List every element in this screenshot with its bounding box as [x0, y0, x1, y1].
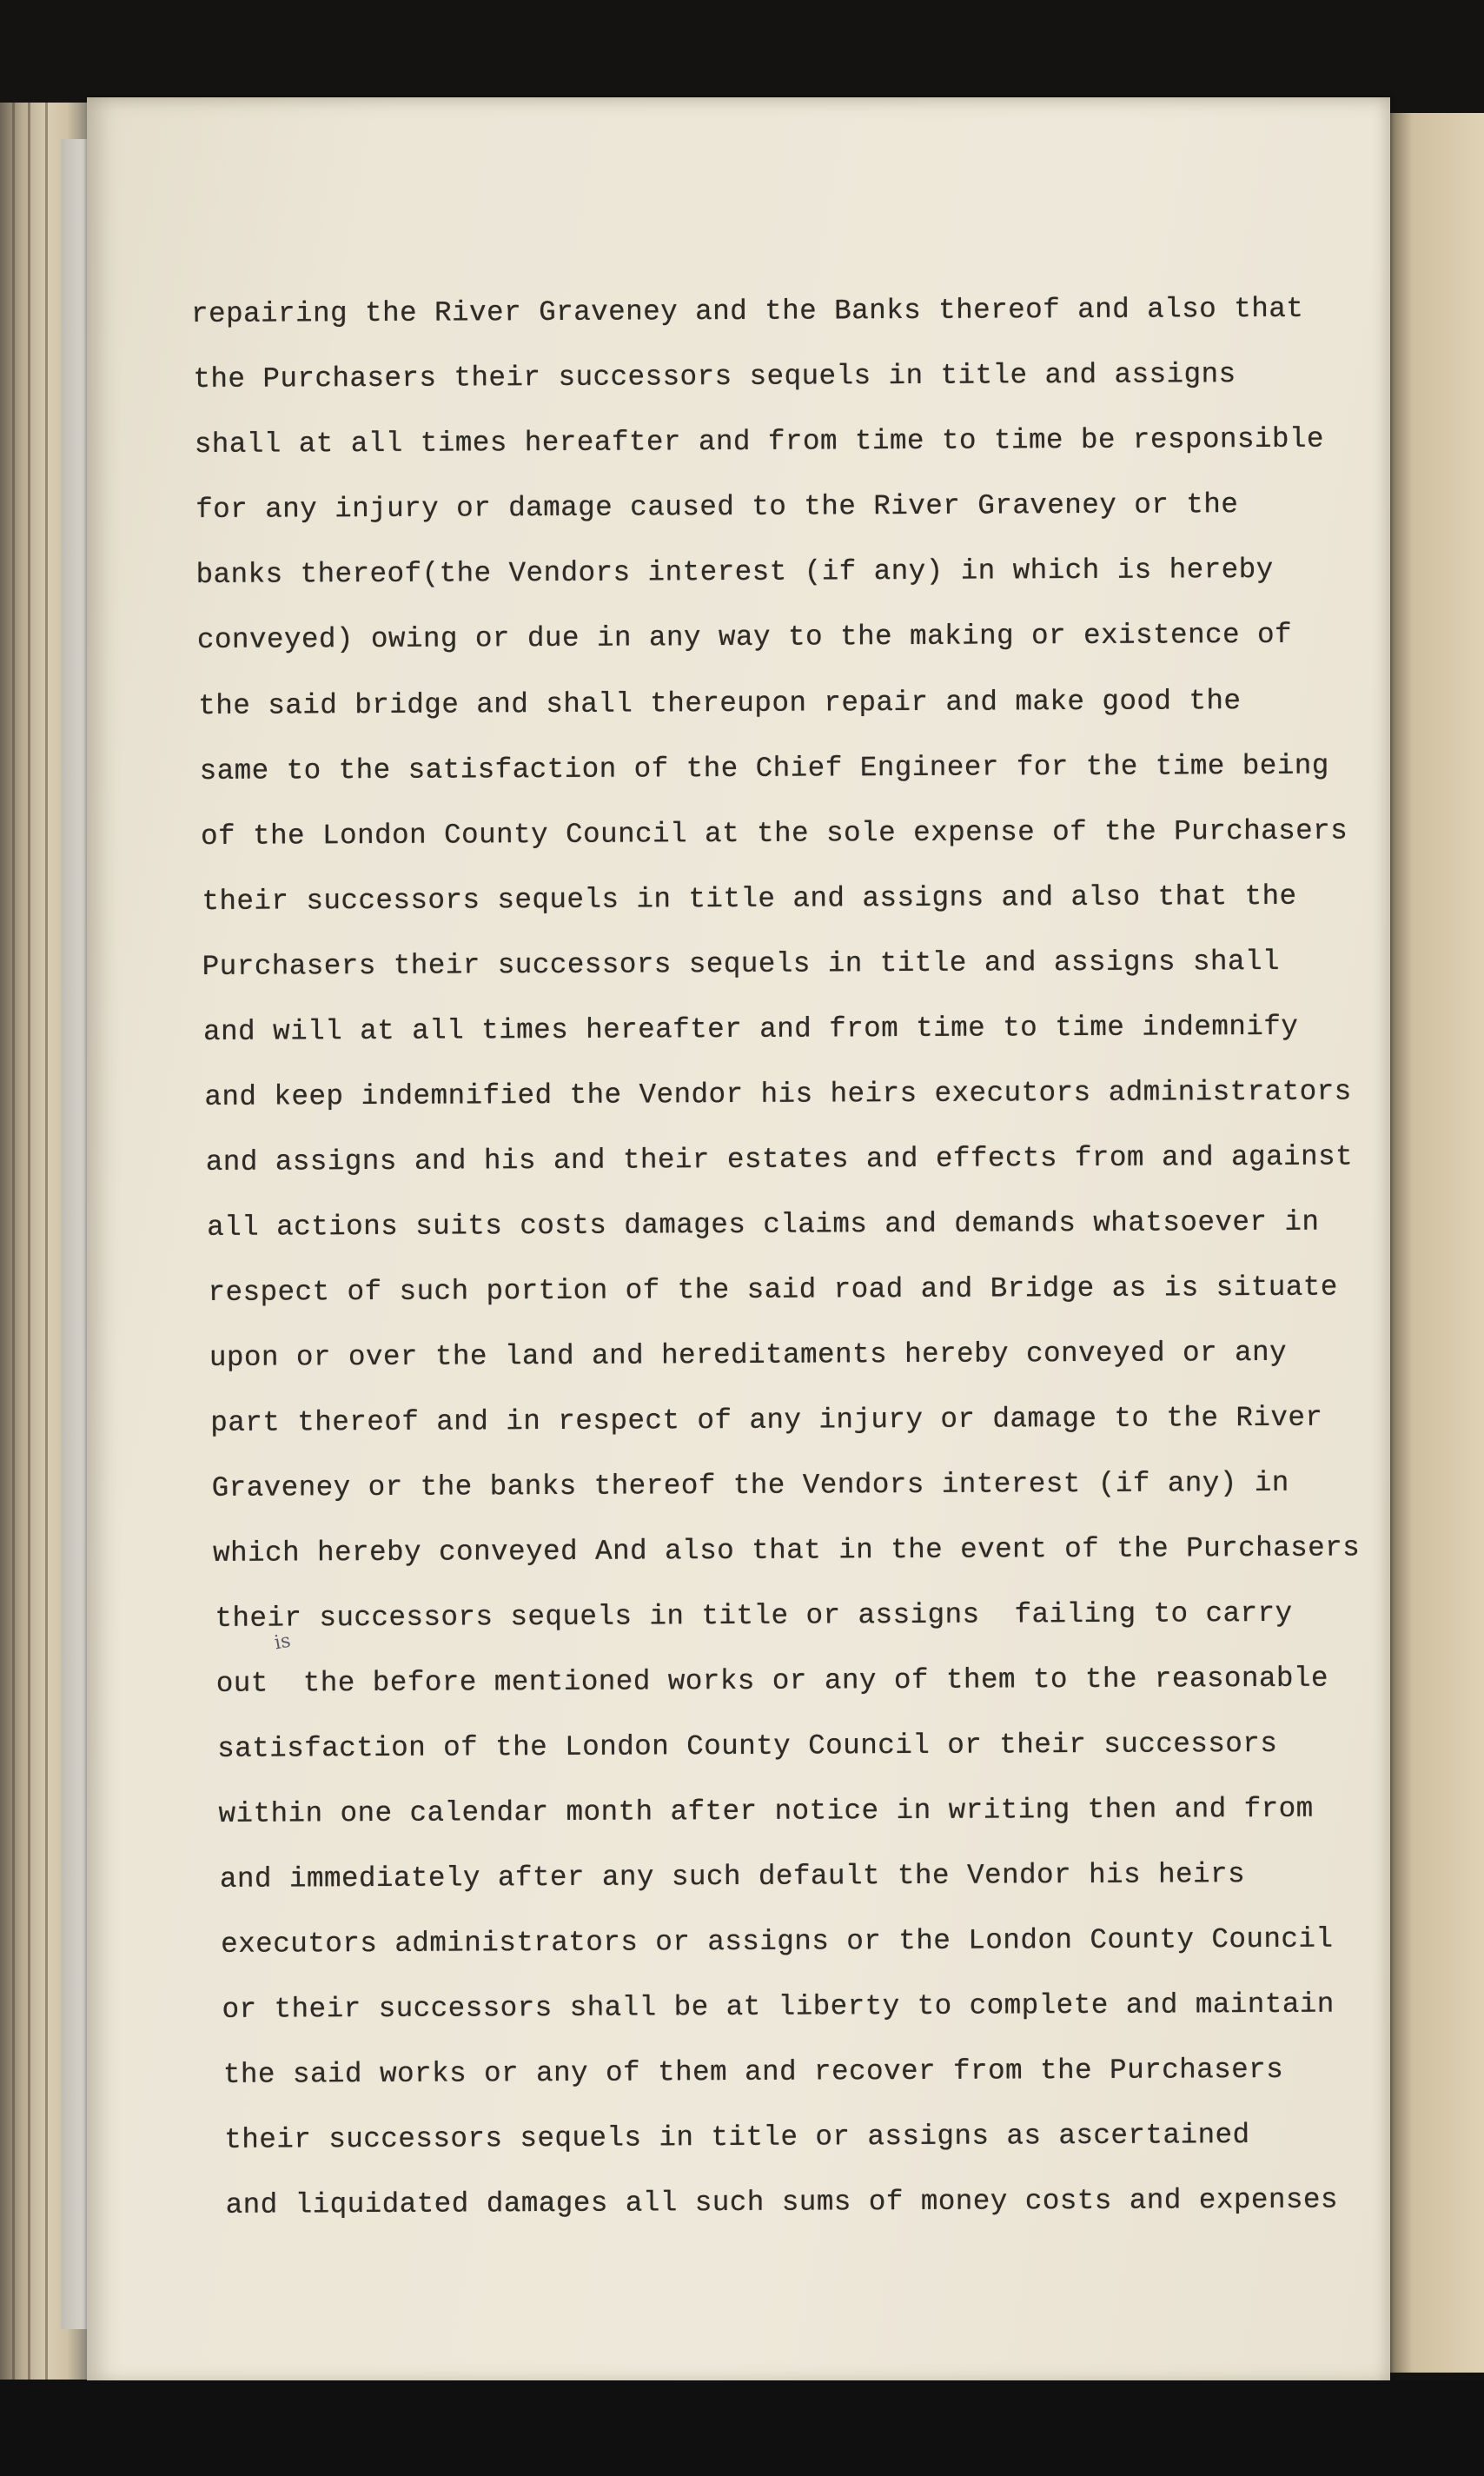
text-line: and assigns and his and their estates and effects from and against — [205, 1140, 1354, 1178]
text-line: their successors sequels in title or assigns as ascertained — [224, 2119, 1250, 2156]
text-line: and keep indemnified the Vendor his heirs executors administrators — [204, 1075, 1352, 1113]
document-page — [87, 97, 1390, 2385]
text-line: or their successors shall be at liberty to complete and maintain — [222, 1988, 1335, 2026]
text-line: same to the satisfaction of the Chief Engineer for the time being — [199, 749, 1329, 787]
text-line: Purchasers their successors sequels in title and assigns shall — [202, 945, 1281, 983]
text-line: repairing the River Graveney and the Banks thereof and also that — [191, 292, 1304, 330]
right-page-edge — [1388, 113, 1484, 2373]
background-shadow — [0, 2380, 1484, 2476]
text-line: their successors sequels in title or assigns failing to carry — [215, 1596, 1293, 1635]
text-line: all actions suits costs damages claims and demands whatsoever in — [207, 1205, 1320, 1244]
text-line: and immediately after any such default the Vendor his heirs — [219, 1858, 1246, 1895]
text-line: out the before mentioned works or any of them to the reasonable — [215, 1662, 1329, 1700]
text-line: for any injury or damage caused to the River Graveney or the — [195, 488, 1239, 526]
text-line: part thereof and in respect of any injury or damage to the River — [210, 1401, 1323, 1439]
text-line: banks thereof(the Vendors interest (if any) in which is hereby — [195, 553, 1274, 591]
handwritten-insertion: is — [272, 1630, 293, 1655]
text-line: of the London County Council at the sole expense of the Purchasers — [200, 814, 1348, 853]
text-line: Graveney or the banks thereof the Vendors interest (if any) in — [211, 1466, 1289, 1504]
page-edge — [28, 103, 30, 2380]
text-line: respect of such portion of the said road and Bridge as is situate — [208, 1271, 1338, 1309]
text-line: upon or over the land and hereditaments hereby conveyed or any — [209, 1336, 1288, 1374]
text-line: the said bridge and shall thereupon repair and make good the — [198, 685, 1242, 722]
text-line: and will at all times hereafter and from time to time indemnify — [203, 1010, 1299, 1048]
typed-text-block — [191, 291, 1408, 2221]
text-line: and liquidated damages all such sums of money costs and expenses — [225, 2183, 1339, 2221]
text-line: satisfaction of the London County Council or their successors — [217, 1727, 1278, 1765]
text-line: executors administrators or assigns or the London County Council — [221, 1922, 1334, 1961]
text-line: within one calendar month after notice in writing then and from — [218, 1792, 1314, 1830]
text-line: conveyed) owing or due in any way to the making or existence of — [196, 618, 1293, 656]
text-line: the Purchasers their successors sequels in title and assigns — [193, 358, 1236, 395]
text-line: which hereby conveyed And also that in the event of the Purchasers — [212, 1531, 1361, 1570]
text-line: their successors sequels in title and assigns and also that the — [202, 880, 1297, 918]
page-edge — [45, 103, 48, 2380]
page-edge — [12, 103, 15, 2380]
text-line: the said works or any of them and recover from the Purchasers — [222, 2053, 1284, 2091]
text-line: shall at all times hereafter and from time to time be responsible — [194, 422, 1325, 461]
